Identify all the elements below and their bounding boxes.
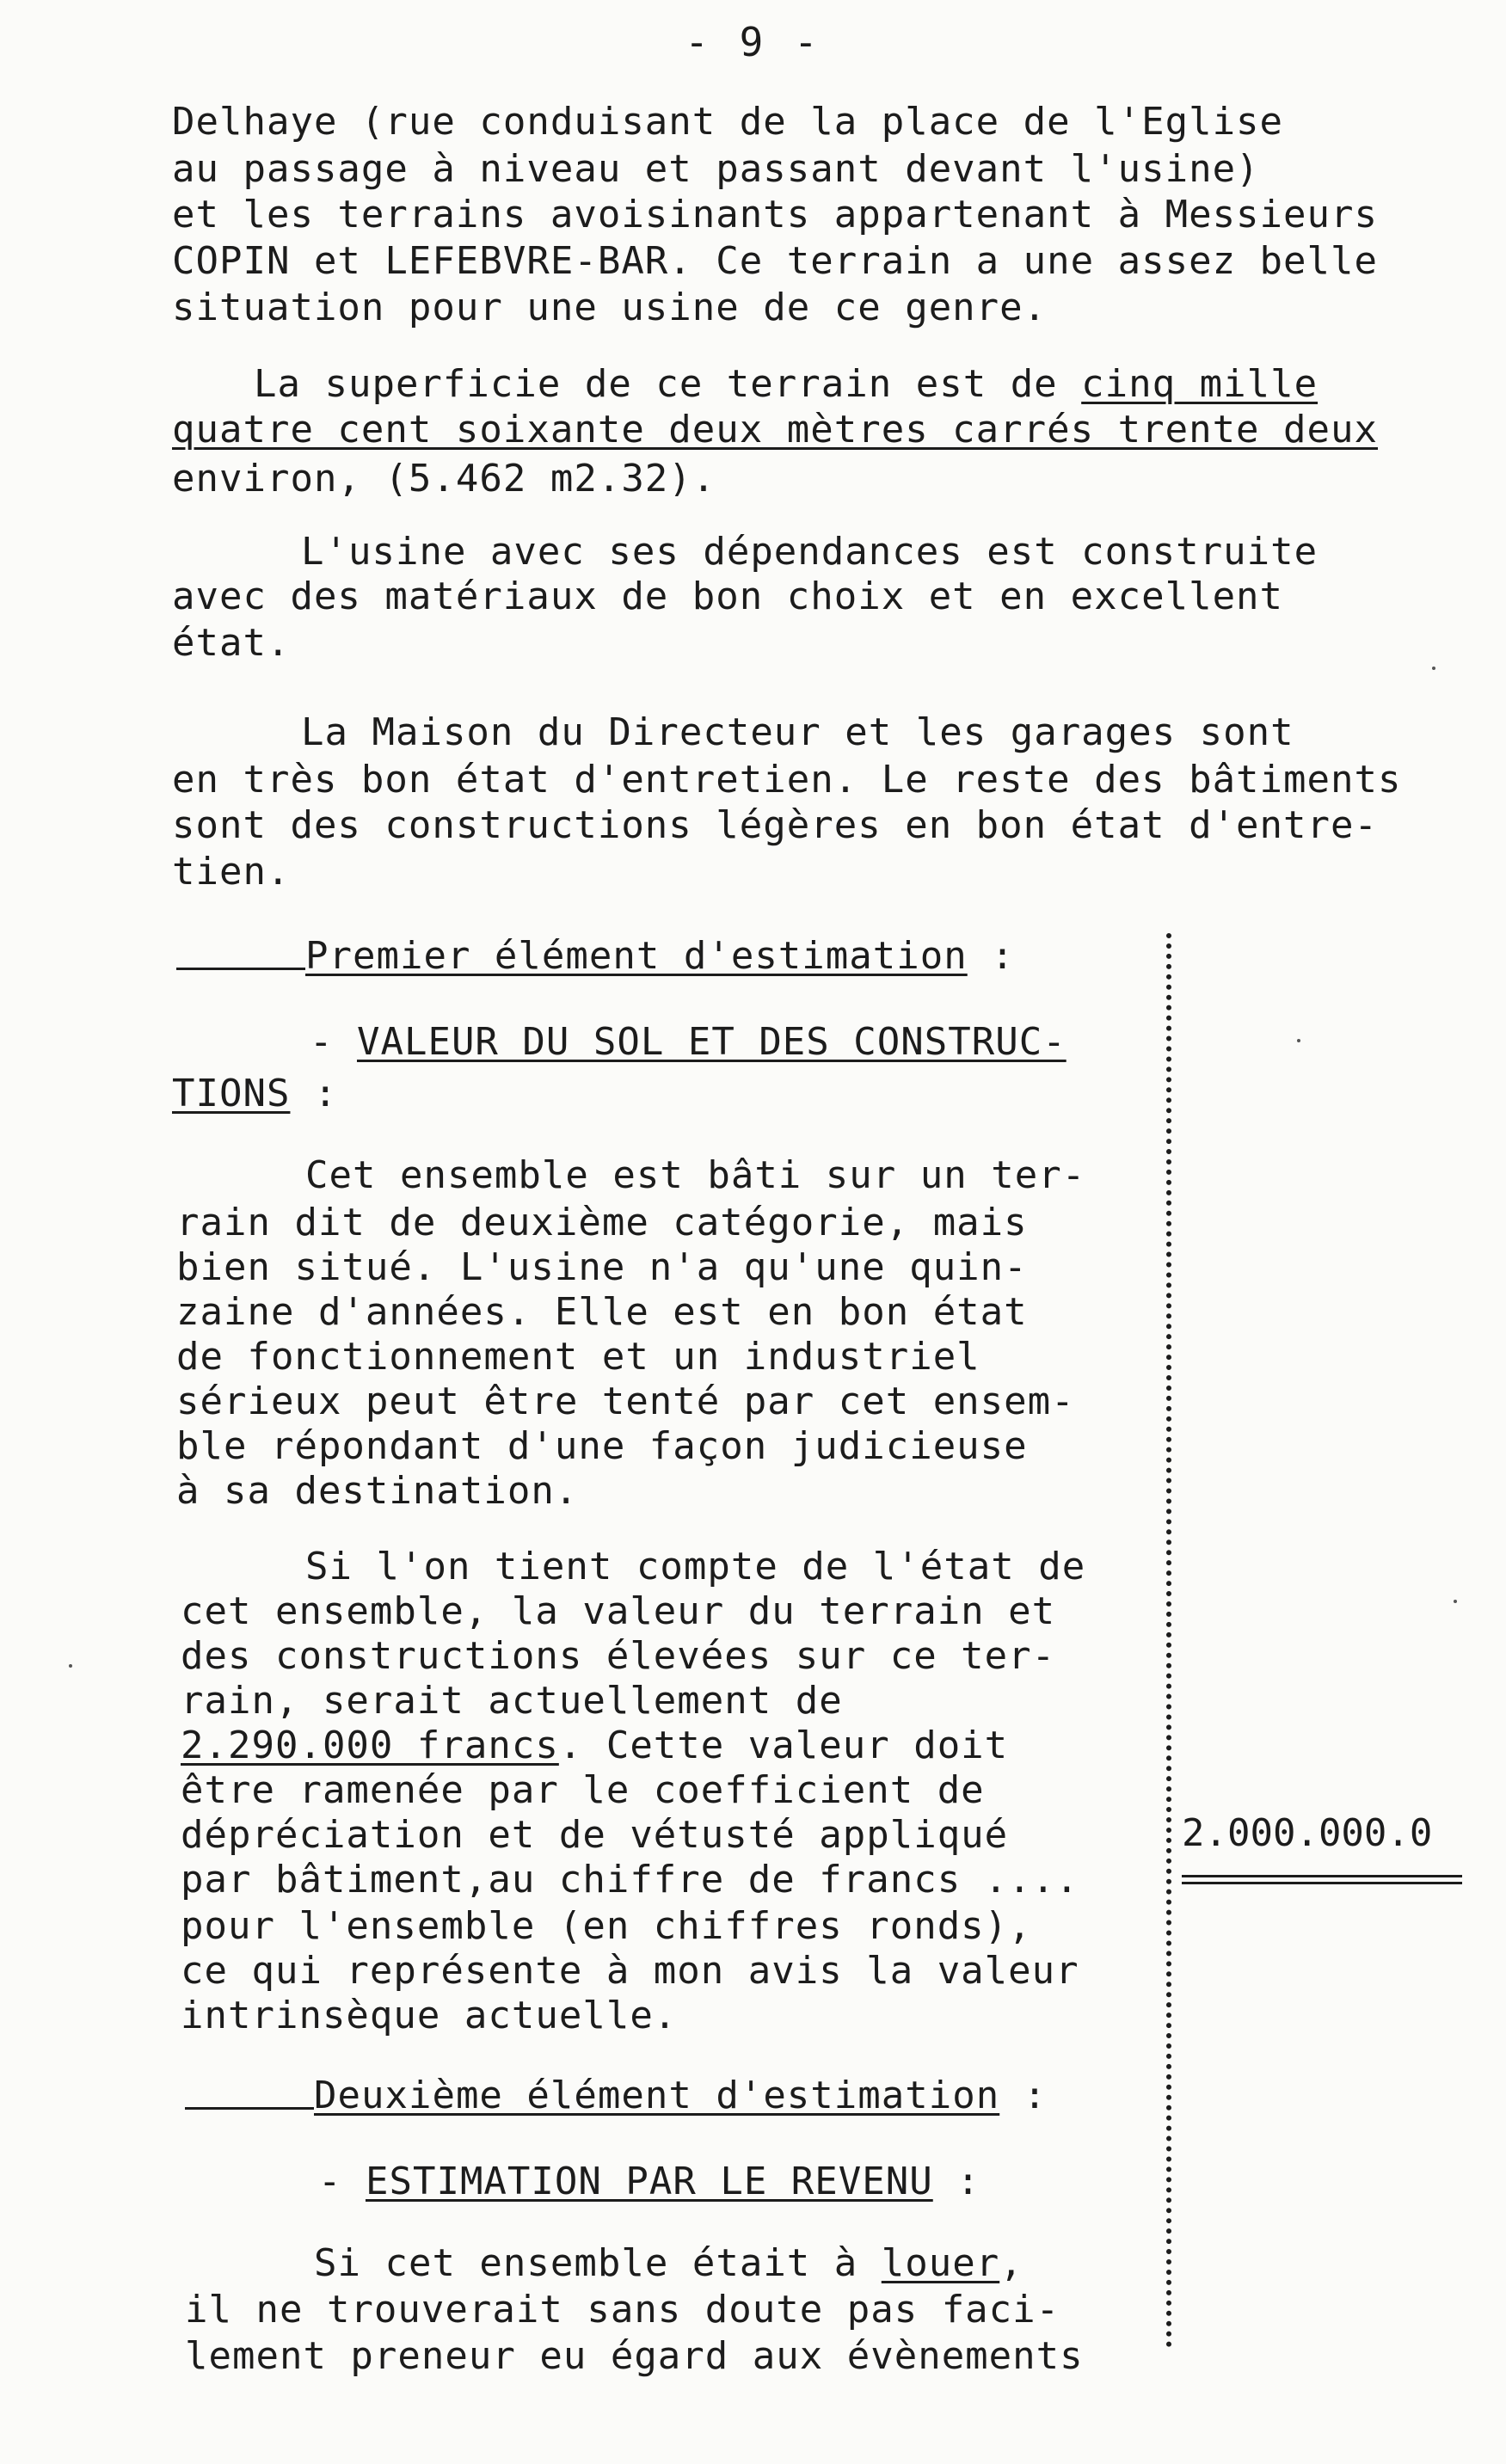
fe-amount-francs: 2.290.000 francs [181, 1724, 559, 1767]
maison-line-1: La Maison du Directeur et les garages sont [301, 710, 1294, 754]
surface-line-1 [254, 362, 1319, 406]
first-element-heading-row [305, 934, 1015, 978]
subheading-dash-2: - [318, 2160, 366, 2203]
heading-dash-1 [176, 968, 305, 970]
first-element-subheading-2: TIONS [172, 1072, 291, 1115]
valuation-double-rule [1182, 1875, 1462, 1884]
se-line-1-prefix: Si cet ensemble était à [314, 2241, 882, 2285]
heading-dash-2 [185, 2107, 314, 2110]
fe-para1-line-3: bien situé. L'usine n'a qu'une quin- [176, 1245, 1028, 1289]
maison-line-4: tien. [172, 850, 291, 894]
page-number: - 9 - [685, 19, 821, 65]
fe-para1-line-5: de fonctionnement et un industriel [176, 1335, 980, 1379]
intro-line-5: situation pour une usine de ce genre. [172, 286, 1048, 329]
fe-para1-line-8: à sa destination. [176, 1469, 579, 1513]
usine-line-1: L'usine avec ses dépendances est construite [301, 530, 1319, 574]
fe-para2-line-8: par bâtiment,au chiffre de francs .... [181, 1858, 1079, 1902]
fe-para1-line-4: zaine d'années. Elle est en bon état [176, 1290, 1028, 1334]
second-element-heading: Deuxième élément d'estimation [314, 2074, 1000, 2117]
fe-para1-line-7: ble répondant d'une façon judicieuse [176, 1424, 1028, 1468]
intro-line-4: COPIN et LEFEBVRE-BAR. Ce terrain a une assez belle [172, 239, 1379, 283]
se-line-1-suffix: , [999, 2241, 1023, 2285]
fe-para2-line-5-rest: . Cette valeur doit [558, 1724, 1009, 1767]
fe-para2-line-1: Si l'on tient compte de l'état de [305, 1545, 1086, 1588]
column-separator [1166, 933, 1171, 2348]
se-line-3: lement preneur eu égard aux évènements [185, 2334, 1084, 2378]
surface-prefix: La superficie de ce terrain est de [254, 362, 1082, 406]
surface-line-2: quatre cent soixante deux mètres carrés trente deux [172, 408, 1379, 452]
fe-para1-line-6: sérieux peut être tenté par cet ensem- [176, 1379, 1075, 1423]
first-element-subheading-colon: : [313, 1072, 338, 1115]
second-element-subheading-colon: : [956, 2160, 980, 2203]
intro-line-1: Delhaye (rue conduisant de la place de l'Eglise [172, 100, 1284, 144]
se-line-1 [314, 2241, 1023, 2285]
second-element-subheading-row [318, 2160, 980, 2203]
usine-line-2: avec des matériaux de bon choix et en excellent [172, 575, 1284, 618]
scan-speck [1432, 667, 1435, 670]
se-line-2: il ne trouverait sans doute pas faci- [185, 2288, 1060, 2332]
fe-para2-line-4: rain, serait actuellement de [181, 1679, 843, 1723]
intro-line-2: au passage à niveau et passant devant l'usine) [172, 147, 1260, 191]
first-element-heading: Premier élément d'estimation [305, 934, 968, 978]
fe-para1-line-2: rain dit de deuxième catégorie, mais [176, 1201, 1028, 1244]
scan-speck [1454, 1600, 1457, 1603]
intro-line-3: et les terrains avoisinants appartenant à Messieurs [172, 193, 1379, 237]
maison-line-3: sont des constructions légères en bon état d'entre- [172, 803, 1379, 847]
fe-para2-line-7: dépréciation et de vétusté appliqué [181, 1813, 1009, 1857]
first-element-subheading-row-2 [172, 1072, 338, 1115]
second-element-subheading: ESTIMATION PAR LE REVENU [365, 2160, 933, 2203]
fe-para2-line-2: cet ensemble, la valeur du terrain et [181, 1589, 1056, 1633]
fe-para2-line-5 [181, 1724, 1009, 1767]
first-element-heading-colon: : [991, 934, 1015, 978]
second-element-heading-row [314, 2074, 1048, 2117]
subheading-dash: - [310, 1020, 357, 1064]
usine-line-3: état. [172, 621, 291, 665]
surface-underlined-1: cinq mille [1081, 362, 1319, 406]
surface-line-3: environ, (5.462 m2.32). [172, 457, 716, 501]
se-line-1-louer: louer [881, 2241, 1000, 2285]
fe-para2-line-10: ce qui représente à mon avis la valeur [181, 1949, 1079, 1993]
fe-para2-line-6: être ramenée par le coefficient de [181, 1768, 985, 1812]
maison-line-2: en très bon état d'entretien. Le reste des bâtiments [172, 758, 1402, 802]
fe-para2-line-11: intrinsèque actuelle. [181, 1994, 678, 2037]
fe-para2-line-3: des constructions élevées sur ce ter- [181, 1634, 1056, 1678]
fe-para2-line-9: pour l'ensemble (en chiffres ronds), [181, 1904, 1032, 1948]
second-element-heading-colon: : [1023, 2074, 1048, 2117]
first-element-subheading: VALEUR DU SOL ET DES CONSTRUC- [356, 1020, 1066, 1064]
scan-speck [1297, 1039, 1300, 1042]
first-element-subheading-row [310, 1020, 1066, 1064]
fe-para1-line-1: Cet ensemble est bâti sur un ter- [305, 1153, 1086, 1197]
valuation-amount: 2.000.000.0 [1182, 1811, 1433, 1855]
scan-speck [69, 1664, 72, 1668]
